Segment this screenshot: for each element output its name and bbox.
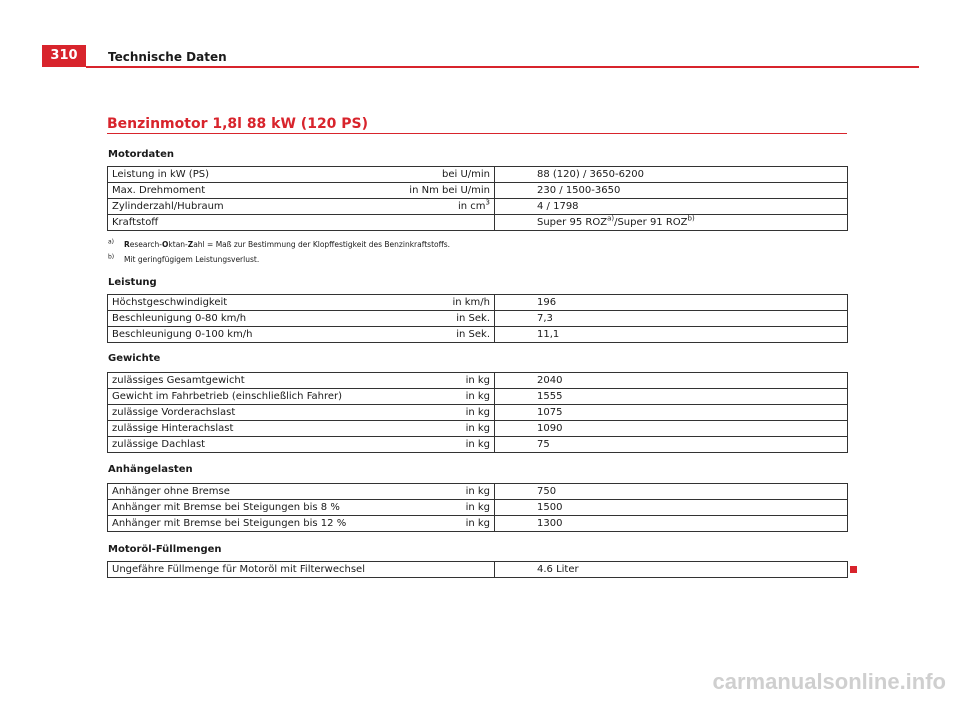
row-label: Beschleunigung 0-100 km/h (108, 327, 397, 343)
row-value: 750 (495, 484, 848, 500)
footnote-mark: a) (108, 238, 115, 246)
row-label: zulässige Vorderachslast (108, 405, 397, 421)
section-title: Benzinmotor 1,8l 88 kW (120 PS) (107, 116, 369, 132)
row-unit: in kg (396, 484, 495, 500)
row-label: Anhänger ohne Bremse (108, 484, 397, 500)
footnote-letter: R (124, 240, 130, 249)
table-row (108, 437, 848, 453)
row-unit: in kg (396, 389, 495, 405)
row-value: 196 (495, 295, 848, 311)
footnote-ref-a[interactable]: a) (607, 214, 615, 223)
row-value: 4 / 1798 (495, 199, 848, 215)
row-value: 75 (495, 437, 848, 453)
footnote-a (108, 240, 450, 249)
table-row (108, 295, 848, 311)
row-unit: in km/h (396, 295, 495, 311)
row-unit: in Sek. (396, 327, 495, 343)
gewichte-table (107, 372, 848, 453)
header-rule (86, 66, 919, 68)
row-label: Beschleunigung 0-80 km/h (108, 311, 397, 327)
motoroel-table (107, 561, 848, 578)
row-value: 1300 (495, 516, 848, 532)
section-end-marker (850, 566, 857, 573)
row-unit: in kg (396, 437, 495, 453)
row-value: 11,1 (495, 327, 848, 343)
row-label: Anhänger mit Bremse bei Steigungen bis 12 % (108, 516, 397, 532)
table-row (108, 373, 848, 389)
motordaten-table (107, 166, 848, 231)
section-rule (107, 133, 847, 134)
table-row (108, 199, 848, 215)
fuel-primary: Super 95 ROZ (537, 217, 608, 228)
table-row (108, 183, 848, 199)
row-unit: in kg (396, 405, 495, 421)
anhaengelasten-heading: Anhängelasten (108, 464, 193, 475)
table-row (108, 215, 848, 231)
unit-superscript: 3 (485, 198, 490, 207)
row-unit (396, 199, 495, 215)
table-row (108, 484, 848, 500)
row-value: 88 (120) / 3650-6200 (495, 167, 848, 183)
motoroel-heading: Motoröl-Füllmengen (108, 544, 222, 555)
table-row (108, 167, 848, 183)
footnote-b (108, 255, 259, 264)
row-label: Max. Drehmoment (108, 183, 397, 199)
motordaten-heading: Motordaten (108, 149, 174, 160)
row-value: 1500 (495, 500, 848, 516)
table-row (108, 421, 848, 437)
row-unit: in kg (396, 500, 495, 516)
footnote-text: esearch- (129, 240, 163, 249)
row-label: zulässige Hinterachslast (108, 421, 397, 437)
row-value: 1075 (495, 405, 848, 421)
row-label: zulässige Dachlast (108, 437, 397, 453)
row-unit: in kg (396, 373, 495, 389)
table-row (108, 405, 848, 421)
gewichte-heading: Gewichte (108, 353, 161, 364)
table-row (108, 562, 848, 578)
footnote-ref-b[interactable]: b) (687, 214, 695, 223)
row-label: zulässiges Gesamtgewicht (108, 373, 397, 389)
row-unit: in kg (396, 516, 495, 532)
row-label: Zylinderzahl/Hubraum (108, 199, 397, 215)
table-row (108, 516, 848, 532)
row-label: Kraftstoff (108, 215, 397, 231)
row-label: Anhänger mit Bremse bei Steigungen bis 8 % (108, 500, 397, 516)
footnote-mark: b) (108, 253, 115, 261)
row-value: 2040 (495, 373, 848, 389)
row-value (495, 215, 848, 231)
row-unit: in Nm bei U/min (396, 183, 495, 199)
row-label: Höchstgeschwindigkeit (108, 295, 397, 311)
row-label: Gewicht im Fahrbetrieb (einschließlich Fahrer) (108, 389, 397, 405)
row-value: 4.6 Liter (495, 562, 848, 578)
row-value: 7,3 (495, 311, 848, 327)
header-title: Technische Daten (108, 50, 227, 64)
table-row (108, 327, 848, 343)
table-row (108, 500, 848, 516)
footnote-text: ahl = Maß zur Bestimmung der Klopffestigkeit des Benzinkraftstoffs. (193, 240, 451, 249)
row-unit (396, 215, 495, 231)
fuel-alternative: /Super 91 ROZ (614, 217, 688, 228)
page-number: 310 (42, 45, 86, 67)
leistung-heading: Leistung (108, 277, 157, 288)
watermark: carmanualsonline.info (712, 669, 946, 694)
leistung-table (107, 294, 848, 343)
row-value: 1555 (495, 389, 848, 405)
footnote-text: Mit geringfügigem Leistungsverlust. (124, 255, 260, 264)
unit-text: in cm (457, 201, 486, 212)
anhaengelasten-table (107, 483, 848, 532)
row-value: 1090 (495, 421, 848, 437)
row-unit: in Sek. (396, 311, 495, 327)
row-label: Leistung in kW (PS) (108, 167, 397, 183)
row-value: 230 / 1500-3650 (495, 183, 848, 199)
footnote-letter: O (162, 240, 169, 249)
row-label: Ungefähre Füllmenge für Motoröl mit Filterwechsel (108, 562, 495, 578)
row-unit: in kg (396, 421, 495, 437)
table-row (108, 311, 848, 327)
table-row (108, 389, 848, 405)
footnote-text: ktan- (168, 240, 188, 249)
footnote-letter: Z (187, 240, 194, 249)
row-unit: bei U/min (396, 167, 495, 183)
